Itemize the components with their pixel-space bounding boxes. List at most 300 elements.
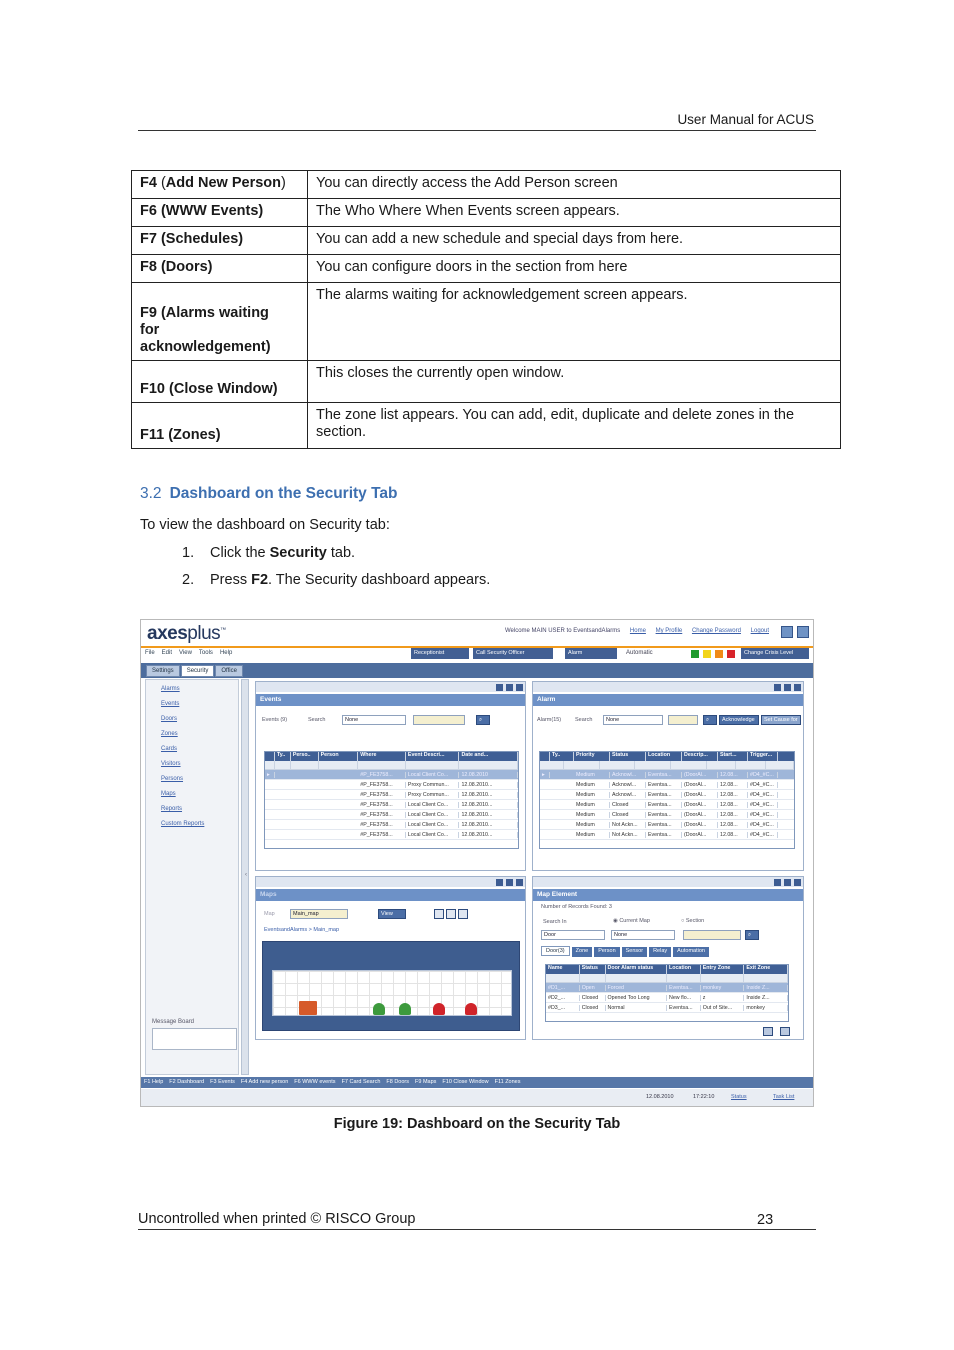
table-cell: Eventsa... xyxy=(646,802,682,808)
door-alarm-icon[interactable] xyxy=(465,1003,477,1015)
table-cell: 12.08... xyxy=(718,802,748,808)
table-cell: monkey xyxy=(744,1005,788,1011)
sidebar-item-visitors[interactable]: Visitors xyxy=(161,761,181,767)
table-cell: #D3_... xyxy=(546,1005,580,1011)
sidebar xyxy=(145,679,239,1075)
column-header[interactable]: Exit Zone xyxy=(744,965,788,974)
key-cell xyxy=(132,171,308,199)
panel-close-icon[interactable] xyxy=(516,879,523,886)
table-cell: 12.08.2010... xyxy=(459,792,518,798)
table-cell: Inside Z... xyxy=(744,995,788,1001)
status-time: 17:22:10 xyxy=(693,1094,715,1100)
alarm-grid xyxy=(539,751,795,849)
key-cell xyxy=(132,283,308,361)
function-keys-table xyxy=(131,170,841,449)
alarm-grid-header xyxy=(540,752,794,761)
table-cell: Acknowl... xyxy=(610,782,646,788)
table-row xyxy=(132,255,841,283)
acknowledge-button[interactable]: Acknowledge xyxy=(719,715,759,725)
link-my-profile[interactable]: My Profile xyxy=(655,628,683,634)
events-search-input[interactable] xyxy=(413,715,465,725)
fkey-3[interactable]: F4 Add new person xyxy=(240,1079,289,1085)
section-heading xyxy=(140,485,398,503)
key-cell: F11 (Zones) xyxy=(132,403,308,449)
sidebar-item-cards[interactable]: Cards xyxy=(161,746,178,752)
alarm-button[interactable]: Alarm xyxy=(565,648,617,659)
panel-minimize-icon[interactable] xyxy=(774,684,781,691)
table-cell: 12.08... xyxy=(718,822,748,828)
step-post: tab. xyxy=(326,545,356,561)
radio-current-map[interactable]: ◉ Current Map xyxy=(613,918,650,924)
table-cell: #P_FE3758... xyxy=(358,792,406,798)
step-1 xyxy=(182,545,356,561)
alarm-search-label: Search xyxy=(575,717,593,723)
table-row xyxy=(132,171,841,199)
element-type-select[interactable]: Door xyxy=(541,930,605,940)
table-cell: #D4_#C... xyxy=(748,832,778,838)
column-header[interactable]: Status xyxy=(580,965,606,974)
change-crisis-level-button[interactable]: Change Crisis Level xyxy=(741,648,809,659)
column-header[interactable]: Ty.. xyxy=(550,752,574,761)
step-bold: F2 xyxy=(251,572,269,588)
table-cell: Proxy Commun... xyxy=(406,782,460,788)
events-filter-row xyxy=(265,761,518,770)
column-header[interactable]: Ty.. xyxy=(275,752,291,761)
column-header[interactable]: Date and... xyxy=(459,752,518,761)
table-cell: z xyxy=(701,995,745,1001)
alarm-search-input[interactable] xyxy=(668,715,698,725)
grid-corner xyxy=(265,752,275,761)
table-cell: #D4_#C... xyxy=(748,772,778,778)
column-header[interactable]: Trigger... xyxy=(748,752,778,761)
step-2 xyxy=(182,572,491,588)
tab-security[interactable]: Security xyxy=(181,665,215,677)
table-cell: Local Client Co... xyxy=(406,812,460,818)
alarm-panel xyxy=(532,681,804,871)
events-search-select[interactable]: None xyxy=(342,715,406,725)
status-link[interactable]: Status xyxy=(731,1094,747,1100)
key-f4-name: Add New Person xyxy=(165,175,282,191)
table-row[interactable] xyxy=(540,770,794,780)
table-cell: Eventsa... xyxy=(646,822,682,828)
table-cell: Normal xyxy=(606,1005,667,1011)
status-bar xyxy=(141,1089,814,1107)
table-row[interactable] xyxy=(265,790,518,800)
column-header[interactable]: Name xyxy=(546,965,580,974)
table-cell: Local Client Co... xyxy=(406,832,460,838)
desc-cell: The zone list appears. You can add, edit, duplicate and delete zones in the section. xyxy=(308,403,841,449)
page-header xyxy=(138,112,816,131)
subtab-relay[interactable]: Relay xyxy=(649,947,671,957)
table-row[interactable] xyxy=(265,820,518,830)
maps-title: Maps xyxy=(256,889,525,901)
element-filter-select[interactable]: None xyxy=(611,930,675,940)
table-cell: Medium xyxy=(574,792,610,798)
link-home[interactable]: Home xyxy=(629,628,646,634)
map-element-title: Map Element xyxy=(533,889,803,901)
panel-header-bar xyxy=(256,877,525,887)
fkey-9[interactable]: F11 Zones xyxy=(494,1079,521,1085)
panel-header-bar xyxy=(533,682,803,692)
table-cell: Medium xyxy=(574,772,610,778)
column-header[interactable]: Where xyxy=(358,752,406,761)
sidebar-item-custom-reports[interactable]: Custom Reports xyxy=(161,821,205,827)
panel-maximize-icon[interactable] xyxy=(784,879,791,886)
key-line: for xyxy=(140,322,160,338)
set-cause-button[interactable]: Set Cause for xyxy=(761,715,801,725)
receptionist-button[interactable]: Receptionist xyxy=(411,648,469,659)
main-tabs xyxy=(146,665,244,677)
crisis-level-red[interactable] xyxy=(727,650,735,658)
panel-minimize-icon[interactable] xyxy=(496,879,503,886)
events-search-label: Search xyxy=(308,717,326,723)
key-f4-close: ) xyxy=(281,175,286,191)
desc-cell: You can add a new schedule and special days from here. xyxy=(308,227,841,255)
sidebar-item-alarms[interactable]: Alarms xyxy=(161,686,180,692)
tab-settings[interactable]: Settings xyxy=(146,665,180,677)
menu-help[interactable]: Help xyxy=(219,650,233,656)
elements-grid-header xyxy=(546,965,788,974)
close-icon[interactable] xyxy=(797,626,809,638)
events-panel xyxy=(255,681,526,871)
subtab-automation[interactable]: Automation xyxy=(673,947,709,957)
logo-axes: axes xyxy=(147,623,188,644)
view-button[interactable]: View xyxy=(378,909,406,919)
table-cell: Closed xyxy=(610,802,646,808)
step-pre: Press xyxy=(210,572,252,588)
search-in-label: Search In xyxy=(543,919,567,925)
fkey-2[interactable]: F3 Events xyxy=(210,1079,235,1085)
table-cell: Eventsa... xyxy=(667,1005,701,1011)
column-header[interactable]: Location xyxy=(667,965,701,974)
table-cell: Eventsa... xyxy=(667,985,701,991)
table-cell: 12.08.2010... xyxy=(459,802,518,808)
fkey-4[interactable]: F6 WWW events xyxy=(294,1079,336,1085)
table-row[interactable] xyxy=(265,770,518,780)
automatic-label: Automatic xyxy=(626,650,653,656)
map-floorplan[interactable] xyxy=(272,970,512,1016)
table-row[interactable] xyxy=(546,983,788,993)
link-change-password[interactable]: Change Password xyxy=(691,628,741,634)
table-row[interactable] xyxy=(546,1003,788,1013)
menu-tools[interactable]: Tools xyxy=(198,650,213,656)
column-header[interactable]: Location xyxy=(646,752,682,761)
key-cell: F6 (WWW Events) xyxy=(132,199,308,227)
table-row[interactable] xyxy=(265,800,518,810)
step-text xyxy=(210,545,355,561)
table-cell: Medium xyxy=(574,802,610,808)
function-key-bar xyxy=(141,1077,814,1088)
door-closed-icon[interactable] xyxy=(399,1003,411,1015)
table-row[interactable] xyxy=(540,780,794,790)
crisis-level-yellow[interactable] xyxy=(703,650,711,658)
door-closed-icon[interactable] xyxy=(373,1003,385,1015)
panel-close-icon[interactable] xyxy=(516,684,523,691)
subtab-sensor[interactable]: Sensor xyxy=(622,947,647,957)
table-cell: Opened Too Long xyxy=(606,995,667,1001)
page-number: 23 xyxy=(757,1212,774,1228)
menu-edit[interactable]: Edit xyxy=(161,650,173,656)
table-cell: Local Client Co... xyxy=(406,772,460,778)
fkey-5[interactable]: F7 Card Search xyxy=(341,1079,381,1085)
column-header[interactable]: Entry Zone xyxy=(701,965,745,974)
table-cell: Open xyxy=(580,985,606,991)
alarm-count: Alarm(15) xyxy=(537,717,562,723)
desc-cell: The Who Where When Events screen appears. xyxy=(308,199,841,227)
table-row[interactable] xyxy=(265,780,518,790)
map-element-panel xyxy=(532,876,804,1040)
table-cell: Local Client Co... xyxy=(406,822,460,828)
crisis-level-green[interactable] xyxy=(691,650,699,658)
panel-minimize-icon[interactable] xyxy=(496,684,503,691)
table-cell: (DoorAl... xyxy=(682,812,718,818)
sidebar-item-persons[interactable]: Persons xyxy=(161,776,184,782)
table-cell: Closed xyxy=(610,812,646,818)
events-row-indicator: ▸ xyxy=(265,772,275,778)
table-cell: 12.08.2010... xyxy=(459,822,518,828)
table-row xyxy=(132,227,841,255)
map-label: Map xyxy=(264,911,275,917)
table-cell: Medium xyxy=(574,812,610,818)
crisis-level-orange[interactable] xyxy=(715,650,723,658)
key-f4-paren: ( xyxy=(160,175,166,191)
table-cell: (DoorAl... xyxy=(682,772,718,778)
step-number: 2. xyxy=(182,572,195,588)
subtab-door[interactable]: Door(3) xyxy=(541,946,570,956)
alarm-title: Alarm xyxy=(533,694,803,706)
table-row xyxy=(132,283,841,361)
sidebar-item-zones[interactable]: Zones xyxy=(161,731,178,737)
elements-grid-body xyxy=(546,983,788,1013)
desc-cell: This closes the currently open window. xyxy=(308,361,841,403)
table-cell: #P_FE3758... xyxy=(358,822,406,828)
column-header[interactable]: Door Alarm status xyxy=(606,965,667,974)
table-cell: Eventsa... xyxy=(646,772,682,778)
table-cell: New flo... xyxy=(667,995,701,1001)
collapse-arrow-icon[interactable]: ‹ xyxy=(245,872,247,878)
elements-grid xyxy=(545,964,789,1022)
element-search-icon[interactable]: ⌕ xyxy=(745,930,759,940)
subtab-zone[interactable]: Zone xyxy=(572,947,593,957)
table-cell: (DoorAl... xyxy=(682,802,718,808)
desc-cell: You can directly access the Add Person screen xyxy=(308,171,841,199)
fkey-6[interactable]: F8 Doors xyxy=(386,1079,410,1085)
column-header[interactable]: Status xyxy=(610,752,646,761)
sidebar-item-reports[interactable]: Reports xyxy=(161,806,183,812)
map-canvas xyxy=(262,941,520,1031)
prev-page-icon[interactable] xyxy=(763,1027,773,1036)
minimize-icon[interactable] xyxy=(781,626,793,638)
table-row[interactable] xyxy=(540,820,794,830)
panel-header-bar xyxy=(256,682,525,692)
key-line: F9 (Alarms waiting xyxy=(140,305,269,321)
events-search-icon[interactable]: ⌕ xyxy=(476,715,490,725)
table-cell: Eventsa... xyxy=(646,812,682,818)
column-header[interactable]: Perso.. xyxy=(291,752,319,761)
dashboard-screenshot xyxy=(140,619,814,1107)
column-header[interactable]: Person xyxy=(319,752,359,761)
section-title: Dashboard on the Security Tab xyxy=(169,485,398,502)
table-cell: 12.08... xyxy=(718,782,748,788)
events-grid-header xyxy=(265,752,518,761)
menu-file[interactable]: File xyxy=(145,650,155,656)
sidebar-item-events[interactable]: Events xyxy=(161,701,180,707)
table-cell: (DoorAl... xyxy=(682,822,718,828)
table-cell: #P_FE3758... xyxy=(358,802,406,808)
table-row[interactable] xyxy=(540,790,794,800)
table-cell: Closed xyxy=(580,995,606,1001)
intro-text: To view the dashboard on Security tab: xyxy=(140,517,390,533)
grid-corner xyxy=(540,752,550,761)
next-page-icon[interactable] xyxy=(780,1027,790,1036)
figure-caption: Figure 19: Dashboard on the Security Tab xyxy=(333,1116,621,1132)
table-row xyxy=(132,199,841,227)
table-cell: 12.08.2010... xyxy=(459,782,518,788)
table-cell: Eventsa... xyxy=(646,792,682,798)
fkey-7[interactable]: F9 Maps xyxy=(415,1079,437,1085)
table-cell: Not Ackn... xyxy=(610,822,646,828)
table-cell: 12.08.2010... xyxy=(459,832,518,838)
maps-panel xyxy=(255,876,526,1040)
table-cell: Medium xyxy=(574,822,610,828)
table-cell: 12.08... xyxy=(718,812,748,818)
radio-section-label: Section xyxy=(685,918,705,924)
call-security-button[interactable]: Call Security Officer xyxy=(473,648,553,659)
status-date: 12.08.2010 xyxy=(646,1094,674,1100)
table-cell: (DoorAl... xyxy=(682,792,718,798)
section-number: 3.2 xyxy=(140,485,162,502)
table-cell: Forced xyxy=(606,985,667,991)
events-grid xyxy=(264,751,519,849)
zoom-in-icon[interactable] xyxy=(446,909,456,919)
alarm-device-icon[interactable] xyxy=(299,1001,317,1015)
desc-cell: You can configure doors in the section from here xyxy=(308,255,841,283)
footer-copyright: Uncontrolled when printed © RISCO Group xyxy=(138,1211,416,1227)
key-cell: F10 (Close Window) xyxy=(132,361,308,403)
panel-minimize-icon[interactable] xyxy=(774,879,781,886)
table-cell: (DoorAl... xyxy=(682,832,718,838)
alarm-grid-body xyxy=(540,770,794,840)
panel-close-icon[interactable] xyxy=(794,879,801,886)
welcome-text: Welcome MAIN USER to EventsandAlarms xyxy=(504,628,621,634)
table-row[interactable] xyxy=(265,830,518,840)
events-title: Events xyxy=(256,694,525,706)
table-cell: #D4_#C... xyxy=(748,782,778,788)
column-header[interactable]: Event Descri... xyxy=(406,752,460,761)
sidebar-item-maps[interactable]: Maps xyxy=(161,791,176,797)
panel-header-bar xyxy=(533,877,803,887)
table-cell: #D4_#C... xyxy=(748,802,778,808)
table-cell: #P_FE3758... xyxy=(358,812,406,818)
step-number: 1. xyxy=(182,545,195,561)
logo-tm: ™ xyxy=(220,627,226,634)
table-cell: monkey xyxy=(701,985,745,991)
table-cell: Acknowl... xyxy=(610,792,646,798)
map-breadcrumb: EventsandAlarms > Main_map xyxy=(264,927,340,933)
table-cell: #D1_... xyxy=(546,985,580,991)
map-select[interactable]: Main_map xyxy=(290,909,348,919)
records-found: Number of Records Found: 3 xyxy=(541,904,612,910)
sidebar-item-doors[interactable]: Doors xyxy=(161,716,178,722)
table-cell: #D4_#C... xyxy=(748,792,778,798)
table-cell: #D4_#C... xyxy=(748,812,778,818)
subtab-person[interactable]: Person xyxy=(594,947,619,957)
desc-cell: The alarms waiting for acknowledgement screen appears. xyxy=(308,283,841,361)
table-cell: (DoorAl... xyxy=(682,782,718,788)
table-cell: #D4_#C... xyxy=(748,822,778,828)
link-logout[interactable]: Logout xyxy=(750,628,769,634)
top-links xyxy=(497,628,769,634)
table-row[interactable] xyxy=(265,810,518,820)
alarm-search-select[interactable]: None xyxy=(603,715,663,725)
element-subtabs xyxy=(541,946,711,956)
column-header[interactable]: Descrip... xyxy=(682,752,718,761)
table-row[interactable] xyxy=(540,830,794,840)
table-cell: Out of Site... xyxy=(701,1005,745,1011)
table-row[interactable] xyxy=(540,810,794,820)
table-cell: Acknowl... xyxy=(610,772,646,778)
table-cell: Eventsa... xyxy=(646,832,682,838)
step-bold: Security xyxy=(269,545,327,561)
map-tool-icon[interactable] xyxy=(434,909,444,919)
table-cell: Eventsa... xyxy=(646,782,682,788)
message-board-label: Message Board xyxy=(152,1019,195,1025)
table-cell: 12.08.2010 xyxy=(459,772,518,778)
message-board-box[interactable] xyxy=(152,1028,237,1050)
alarm-search-icon[interactable]: ⌕ xyxy=(703,715,717,725)
fkey-0[interactable]: F1 Help xyxy=(144,1079,164,1085)
elements-filter-row xyxy=(546,974,788,983)
table-row xyxy=(132,361,841,403)
table-cell: Local Client Co... xyxy=(406,802,460,808)
element-search-input[interactable] xyxy=(683,930,741,940)
fkey-8[interactable]: F10 Close Window xyxy=(442,1079,489,1085)
axesplus-logo xyxy=(147,623,226,645)
menu-view[interactable]: View xyxy=(179,650,192,656)
menu-bar xyxy=(145,650,239,656)
radio-section[interactable]: ○ Section xyxy=(681,918,705,924)
table-cell: 12.08.2010... xyxy=(459,812,518,818)
table-cell: 12.08... xyxy=(718,772,748,778)
toolbar xyxy=(411,647,811,661)
table-cell: Closed xyxy=(580,1005,606,1011)
table-cell: 12.08... xyxy=(718,792,748,798)
page-footer xyxy=(138,1211,816,1230)
key-line: acknowledgement) xyxy=(140,339,271,355)
table-row[interactable] xyxy=(540,800,794,810)
column-header[interactable]: Start... xyxy=(718,752,748,761)
panel-maximize-icon[interactable] xyxy=(506,879,513,886)
table-cell: #D2_... xyxy=(546,995,580,1001)
panel-maximize-icon[interactable] xyxy=(506,684,513,691)
logo-plus: plus xyxy=(187,623,221,644)
table-cell: 12.08... xyxy=(718,832,748,838)
fkey-1[interactable]: F2 Dashboard xyxy=(169,1079,205,1085)
table-row[interactable] xyxy=(546,993,788,1003)
alarm-row-indicator: ▸ xyxy=(540,772,550,778)
panel-maximize-icon[interactable] xyxy=(784,684,791,691)
tab-office[interactable]: Office xyxy=(215,665,243,677)
step-text xyxy=(210,572,490,588)
table-cell: #P_FE3758... xyxy=(358,832,406,838)
column-header[interactable]: Priority xyxy=(574,752,610,761)
zoom-out-icon[interactable] xyxy=(458,909,468,919)
door-alarm-icon[interactable] xyxy=(433,1003,445,1015)
panel-close-icon[interactable] xyxy=(794,684,801,691)
task-list-link[interactable]: Task List xyxy=(773,1094,795,1100)
events-grid-body xyxy=(265,770,518,840)
radio-current-map-label: Current Map xyxy=(619,918,650,924)
